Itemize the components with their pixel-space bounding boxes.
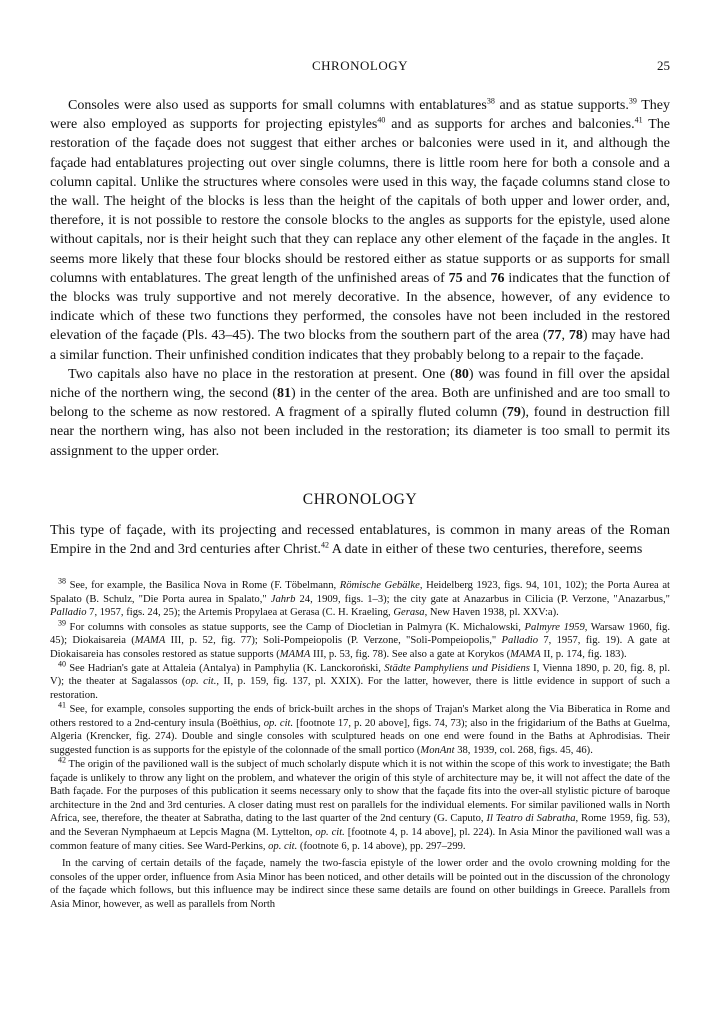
italic-text: Palmyre 1959 bbox=[524, 621, 585, 633]
catalog-number: 80 bbox=[454, 366, 469, 382]
page bbox=[50, 58, 670, 912]
footnote-ref: 38 bbox=[58, 576, 66, 586]
catalog-number: 79 bbox=[506, 405, 521, 421]
body-text bbox=[50, 96, 670, 461]
footnote-40: $^{40}$ See Hadrian's gate at Attaleia (Antalya) in Pamphylia (K. Lanckoroński, Städte Pamphyliens und Pisidiens I, Vienna 1890, p. 20, fig. 8, pl. V); the theater at Sagalassos (op. cit., II, p. 159, fig. 137, pl. XXIX). For the latter, however, there is little evidence in support of such a restoration. bbox=[50, 659, 670, 702]
italic-text: Städte Pamphyliens und Pisidiens bbox=[384, 662, 530, 674]
footnote-ref: 39 bbox=[58, 618, 66, 628]
italic-text: op. cit. bbox=[185, 676, 217, 688]
catalog-number: 77 bbox=[547, 328, 562, 344]
running-head-title: CHRONOLOGY bbox=[312, 58, 408, 73]
catalog-number: 76 bbox=[490, 270, 505, 286]
body-paragraph: Two capitals also have no place in the restoration at present. One (80) was found in fill over the apsidal niche of the northern wing, the second (81) in the center of the area. Both are unfinished and are too small to belong to the scheme as now restored. A fragment of a spirally fluted column (79), found in destruction fill near the northern wing, has also not been included in the restoration; its diameter is too small to permit its assignment to the upper order. bbox=[50, 366, 670, 459]
body-paragraph: Consoles were also used as supports for small columns with entablatures$^{38}$ and as statue supports.$^{39}$ They were also employed as supports for projecting epistyles$^{40}$ and as supports for arches and balconies.$^{41}$ The restoration of the façade does not suggest that either arches or balconies were used in it, and although the façade had entablatures projecting out over single columns, there is little room here for both a console and a column capital. Unlike the structures where consoles were used in this way, the façade columns stand close to the wall. The height of the blocks is less than the height of the capitals of both upper and lower order, and, therefore, it is not possible to restore the console blocks to the angles as supports for the epistyle, used alone without capitals, nor is their height such that they can replace any other element of the façade in the angles. It seems more likely that these four blocks should be restored either as statue supports or as supports for small columns with entablatures. The great length of the unfinished areas of 75 and 76 indicates that the function of the blocks was truly supportive and not merely decorative. In the absence, however, of any evidence to indicate which of these two functions they performed, the consoles have not been included in the restored elevation of the façade (Pls. 43–45). The two blocks from the southern part of the area (77, 78) may have had a similar function. Their unfinished condition indicates that they probably belong to a repair to the façade. bbox=[50, 96, 671, 363]
footnotes bbox=[50, 576, 670, 911]
italic-text: MAMA bbox=[510, 648, 541, 660]
italic-text: MonAnt bbox=[420, 744, 455, 756]
footnote-ref: 39 bbox=[628, 96, 637, 106]
footnote-ref: 41 bbox=[634, 115, 643, 125]
footnote-42: $^{42}$ The origin of the pavilioned wall is the subject of much scholarly dispute which it is not within the scope of this work to investigate; the Bath façade is unlikely to throw any light on the problem, and whatever the origin of this style of architecture may be, it will not affect the date of the Bath façade. For the purposes of this publication it seems necessary only to show that the façade fits into the over-all stylistic picture of baroque architecture in the 2nd and 3rd centuries. A closer dating must rest on parallels for the individual elements. For similar pavilioned walls in North Africa, see, therefore, the theater at Sabratha, dating to the last quarter of the 2nd century (G. Caputo, Il Teatro di Sabratha, Rome 1959, fig. 53), and the Severan Nymphaeum at Lepcis Magna (M. Lyttelton, op. cit. [footnote 4, p. 14 above], pl. 224). In Asia Minor the pavilioned wall was a common feature of many cities. See Ward-Perkins, op. cit. (footnote 6, p. 14 above), pp. 297–299. bbox=[50, 755, 670, 852]
italic-text: op. cit. bbox=[263, 717, 294, 729]
footnote-ref: 42 bbox=[320, 540, 329, 550]
page-number: 25 bbox=[657, 58, 670, 73]
italic-text: op. cit. bbox=[268, 840, 298, 852]
italic-text: op. cit. bbox=[315, 826, 345, 838]
footnote-ref: 41 bbox=[58, 700, 66, 710]
italic-text: MAMA bbox=[279, 648, 311, 660]
italic-text: Gerasa bbox=[393, 607, 425, 619]
footnote-41: $^{41}$ See, for example, consoles supporting the ends of brick-built arches in the shops of Trajan's Market along the Via Biberatica in Rome and others restored to a 2nd-century insula (Boëthius, op. cit. [footnote 17, p. 20 above], figs. 74, 73); also in the frigidarium of the Baths at Guelma, Algeria (Krencker, fig. 274). Double and single consoles with sculptured heads on one end were found in the Baths at Aphrodisias. Their suggested function is as supports for the epistyle of the colonnade of the small portico (MonAnt 38, 1939, col. 268, figs. 45, 46). bbox=[50, 700, 670, 756]
footnote-ref: 42 bbox=[58, 755, 66, 765]
italic-text: Jahrb bbox=[270, 593, 296, 605]
italic-text: Il Teatro di Sabratha bbox=[486, 813, 576, 825]
section-heading: CHRONOLOGY bbox=[302, 490, 418, 508]
footnote-ref: 40 bbox=[377, 115, 386, 125]
running-head bbox=[50, 58, 670, 80]
footnote-ref: 38 bbox=[486, 96, 495, 106]
catalog-number: 81 bbox=[277, 386, 292, 402]
footnote-38: $^{38}$ See, for example, the Basilica Nova in Rome (F. Töbelmann, Römische Gebälke, Heidelberg 1923, figs. 94, 101, 102); the Porta Aurea at Spalato (B. Schulz, "Die Porta aurea in Spalato," Jahrb 24, 1909, figs. 1–3); the city gate at Anazarbus in Cilicia (P. Verzone, "Anazarbus," Palladio 7, 1957, figs. 24, 25); the Artemis Propylaea at Gerasa (C. H. Kraeling, Gerasa, New Haven 1938, pl. XXV:a). bbox=[50, 576, 670, 619]
italic-text: MAMA bbox=[134, 635, 166, 647]
footnote-continuation: In the carving of certain details of the façade, namely the two-fascia epistyle of the lower order and the ovolo crowning molding for the consoles of the upper order, influence from Asia Minor has been noticed, and other details will be pointed out in the discussion of the chronology of the façade which follows, but this influence may be indirect since these same details are found on other buildings in Greece. Parallels from Asia Minor, however, as well as parallels from North bbox=[50, 858, 670, 910]
italic-text: Palladio bbox=[50, 607, 87, 619]
footnote-ref: 40 bbox=[58, 659, 66, 669]
catalog-number: 78 bbox=[568, 328, 583, 344]
footnote-39: $^{39}$ For columns with consoles as statue supports, see the Camp of Diocletian in Palmyra (K. Michalowski, Palmyre 1959, Warsaw 1960, fig. 45); Diokaisareia (MAMA III, p. 52, fig. 77); Soli-Pompeiopolis (P. Verzone, "Soli-Pompeiopolis," Palladio 7, 1957, fig. 19). A gate at Diokaisareia has consoles restored as statue supports (MAMA III, p. 53, fig. 78). See also a gate at Korykos (MAMA II, p. 174, fig. 183). bbox=[50, 618, 670, 660]
catalog-number: 75 bbox=[448, 270, 463, 286]
italic-text: Römische Gebälke bbox=[339, 580, 420, 592]
italic-text: Palladio bbox=[501, 635, 539, 647]
section-paragraph: This type of façade, with its projecting and recessed entablatures, is common in many areas of the Roman Empire in the 2nd and 3rd centuries after Christ.$^{42}$ A date in either of these two centuries, therefore, seems bbox=[50, 522, 670, 558]
